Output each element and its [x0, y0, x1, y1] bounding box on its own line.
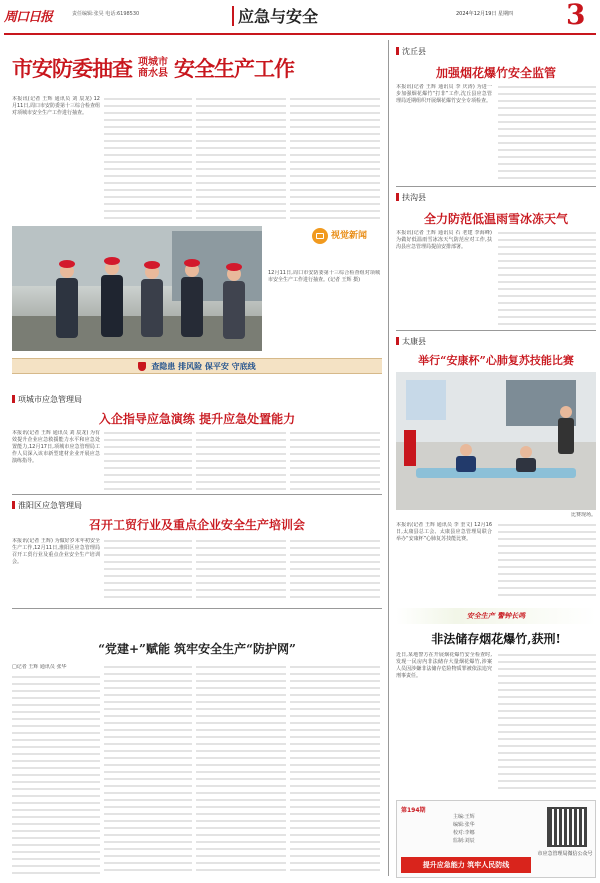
lead-caption: 12月11日,周口市安防委第十三综合检查组对项城市安全生产工作进行抽查。(记者 王辉 摄)	[268, 270, 380, 283]
paper-logo: 周口日报	[4, 10, 53, 25]
shenqiu-section: 沈丘县	[396, 46, 426, 57]
visual-news-label: 视觉新闻	[331, 231, 368, 241]
huaiyang-col-2	[104, 538, 192, 602]
issue-label: 第194期	[401, 807, 426, 814]
xiangcheng-col-3	[196, 430, 286, 490]
xiangcheng-col-2	[104, 430, 192, 490]
safety-col-1: 近日,某地警方在开展烟花爆竹安全检查时,发现一民房内非法储存大量烟花爆竹,涉案人员因涉嫌非法储存危险物质罪被依法追究刑事责任。	[396, 652, 492, 679]
lead-body-col-4	[290, 96, 380, 220]
party-col-3	[196, 664, 286, 876]
safety-banner	[396, 608, 596, 624]
fugou-section: 扶沟县	[396, 192, 426, 203]
slogan-banner	[12, 358, 382, 374]
divider	[396, 186, 596, 187]
editor-line: 责任编辑:张昊 电话:6198530	[72, 11, 140, 17]
lead-body-col-2	[104, 96, 192, 220]
party-col-1: □记者 王辉 通讯员 张华	[12, 664, 67, 670]
camera-icon	[312, 228, 328, 244]
taikang-caption: 比赛现场。	[570, 512, 596, 518]
xiangcheng-col-1: 本报讯(记者 王辉 通讯员 刘 辰龙) 为有效提升企业应急救援能力水平和应急处置能力,12月17日,项城市应急管理局工作人员深入该市新型建材企业开展应急演练指导。	[12, 430, 100, 464]
slogan-text: 查隐患 排风险 保平安 守底线	[151, 361, 256, 371]
xiangcheng-col-4	[290, 430, 380, 490]
huaiyang-col-1: 本报讯(记者 王辉) 为做好岁末年初安全生产工作,12月11日,淮阳区应急管理局召开工贸行业及重点企业安全生产培训会。	[12, 538, 100, 565]
xiangcheng-headline: 入企指导应急演练 提升应急处置能力	[98, 412, 296, 426]
taikang-photo-art	[396, 372, 596, 510]
taikang-col-2	[498, 522, 596, 600]
footer-side-label: 校对:李娜	[453, 830, 475, 836]
huaiyang-col-4	[290, 538, 380, 602]
lead-body-col-3	[196, 96, 286, 220]
promo-bar	[401, 857, 531, 873]
lead-body-col-1	[12, 96, 100, 220]
lead-headline-sub-top: 项城市	[138, 57, 168, 68]
party-col-4	[290, 664, 380, 876]
divider	[12, 608, 382, 609]
party-col-1-body	[12, 674, 100, 876]
shenqiu-col-1: 本报讯(记者 王辉 通讯员 李 庆涛) 为进一步加强烟花爆竹“打非”工作,沈丘县应急管理局近期组织开展烟花爆竹安全专项检查。	[396, 84, 492, 104]
lead-headline	[12, 50, 382, 86]
party-col-2	[104, 664, 192, 876]
safety-banner-text: 安全生产 警钟长鸣	[466, 612, 526, 620]
lead-byline: 本报讯(记者 王辉 通讯员 刘 辰龙) 12月11日,周口市安防委第十三综合检查组对项城市安全生产工作进行抽查。	[12, 96, 100, 116]
divider	[12, 494, 382, 495]
footer-side-labels	[453, 813, 513, 845]
taikang-section: 太康县	[396, 336, 426, 347]
qr-code	[547, 807, 587, 847]
huaiyang-headline: 召开工贸行业及重点企业安全生产培训会	[88, 518, 305, 532]
fugou-headline: 全力防范低温雨雪冰冻天气	[423, 212, 568, 226]
footer-side-label: 监制:刘辰	[453, 838, 475, 844]
safety-col-2	[498, 652, 596, 792]
footer-side-label: 主编:王辉	[453, 814, 475, 820]
party-headline: “党建+”赋能 筑牢安全生产“防护网”	[98, 642, 296, 656]
lead-photo	[12, 226, 262, 351]
lead-photo-art	[12, 226, 262, 351]
fugou-col-2	[498, 230, 596, 326]
qr-label: 市应急管理局微信公众号	[537, 851, 593, 857]
taikang-photo	[396, 372, 596, 510]
lead-headline-sub-bottom: 商水县	[138, 68, 168, 79]
fugou-col-1: 本报讯(记者 王辉 通讯员 石 老建 李海峰) 为做好低温雨雪冰冻天气防范应对工作,扶沟县应急管理局提前安排部署。	[396, 230, 492, 250]
xiangcheng-section: 项城市应急管理局	[12, 394, 82, 405]
huaiyang-section: 淮阳区应急管理局	[12, 500, 82, 511]
section-title: 应急与安全	[238, 7, 319, 26]
masthead-rule	[4, 33, 596, 35]
section-title-bar	[232, 6, 234, 26]
masthead	[0, 0, 600, 34]
shenqiu-headline: 加强烟花爆竹安全监管	[435, 66, 556, 80]
lead-headline-part2: 安全生产工作	[174, 56, 294, 81]
promo-text: 提升应急能力 筑牢人民防线	[422, 861, 510, 869]
shenqiu-col-2	[498, 84, 596, 182]
footer-side-label: 编辑:张华	[453, 822, 475, 828]
taikang-headline: 举行“安康杯”心肺复苏技能比赛	[418, 354, 574, 367]
lead-headline-part1: 市安防委抽查	[12, 56, 132, 81]
footer-box	[396, 800, 596, 878]
issue-date: 2024年12月19日 星期四	[456, 11, 514, 17]
column-separator	[388, 40, 389, 876]
huaiyang-col-3	[196, 538, 286, 602]
divider	[396, 330, 596, 331]
shield-icon	[138, 362, 146, 371]
safety-headline: 非法储存烟花爆竹,获刑!	[431, 632, 561, 646]
visual-news-badge	[312, 220, 372, 252]
page-number: 3	[566, 0, 586, 31]
taikang-col-1: 本报讯(记者 王辉 通讯员 李 奎文) 12月16日,太康县总工会、太康县应急管理局联合举办“安康杯”心肺复苏技能比赛。	[396, 522, 492, 542]
